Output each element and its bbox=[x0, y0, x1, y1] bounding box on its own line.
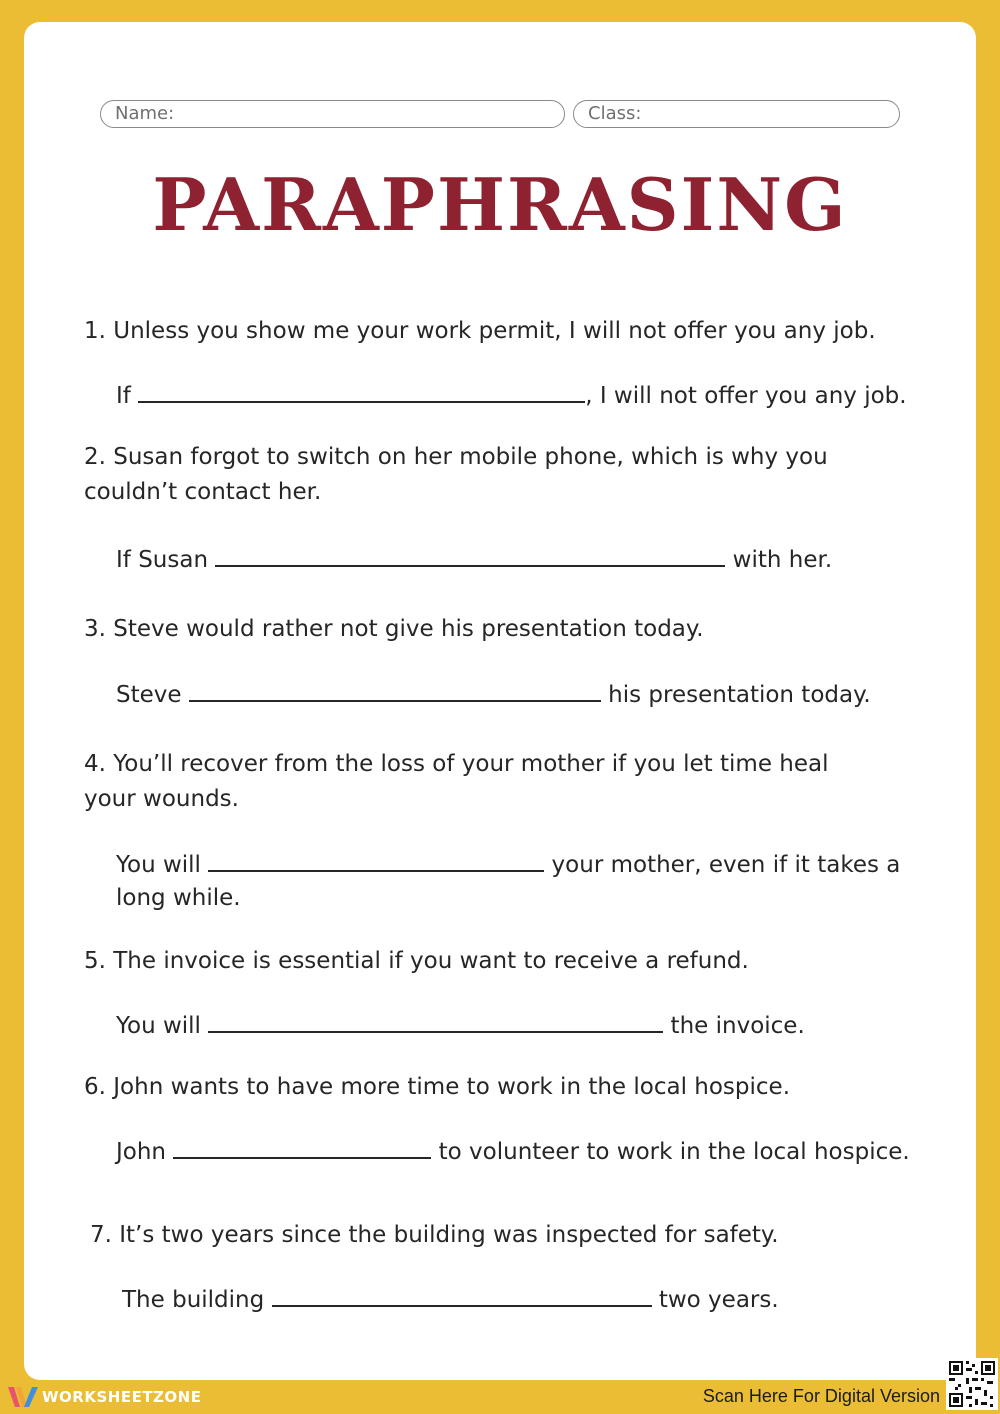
question-6-prompt: 6. John wants to have more time to work in the local hospice. bbox=[84, 1074, 791, 1100]
question-5-prompt: 5. The invoice is essential if you want to receive a refund. bbox=[84, 948, 749, 974]
question-6-blank[interactable] bbox=[173, 1133, 431, 1159]
question-4-answer-cont: long while. bbox=[116, 885, 241, 911]
question-5-answer: You will the invoice. bbox=[116, 1007, 805, 1044]
question-1-answer: If , I will not offer you any job. bbox=[116, 377, 907, 414]
worksheet-title: PARAPHRASING bbox=[152, 162, 848, 247]
qr-code-icon[interactable] bbox=[946, 1358, 998, 1410]
class-field[interactable] bbox=[573, 100, 900, 128]
question-3-prompt: 3. Steve would rather not give his presentation today. bbox=[84, 616, 704, 642]
scan-digital-version-text: Scan Here For Digital Version bbox=[702, 1386, 940, 1406]
question-3-blank[interactable] bbox=[189, 676, 601, 702]
question-4-prompt-cont: your wounds. bbox=[84, 786, 239, 812]
question-3-answer: Steve his presentation today. bbox=[116, 676, 871, 713]
question-2-blank[interactable] bbox=[215, 541, 725, 567]
question-1-blank[interactable] bbox=[138, 377, 585, 403]
question-4-answer: You will your mother, even if it takes a bbox=[116, 846, 900, 883]
question-7-blank[interactable] bbox=[272, 1281, 652, 1307]
question-4-blank[interactable] bbox=[208, 846, 544, 872]
name-label: Name: bbox=[115, 103, 175, 124]
question-4-prompt: 4. You’ll recover from the loss of your mother if you let time heal bbox=[84, 751, 829, 777]
name-field[interactable] bbox=[100, 100, 565, 128]
question-6-answer: John to volunteer to work in the local hospice. bbox=[116, 1133, 910, 1170]
worksheetzone-logo-text: WORKSHEETZONE bbox=[42, 1388, 202, 1406]
worksheetzone-logo-icon bbox=[6, 1384, 40, 1410]
question-2-answer: If Susan with her. bbox=[116, 541, 832, 578]
worksheetzone-logo[interactable] bbox=[6, 1384, 201, 1410]
class-label: Class: bbox=[588, 103, 642, 124]
question-5-blank[interactable] bbox=[208, 1007, 663, 1033]
question-7-answer: The building two years. bbox=[122, 1281, 779, 1318]
question-7-prompt: 7. It’s two years since the building was inspected for safety. bbox=[90, 1222, 779, 1248]
question-2-prompt-cont: couldn’t contact her. bbox=[84, 479, 322, 505]
question-1-prompt: 1. Unless you show me your work permit, I will not offer you any job. bbox=[84, 318, 876, 344]
question-2-prompt: 2. Susan forgot to switch on her mobile phone, which is why you bbox=[84, 444, 828, 470]
